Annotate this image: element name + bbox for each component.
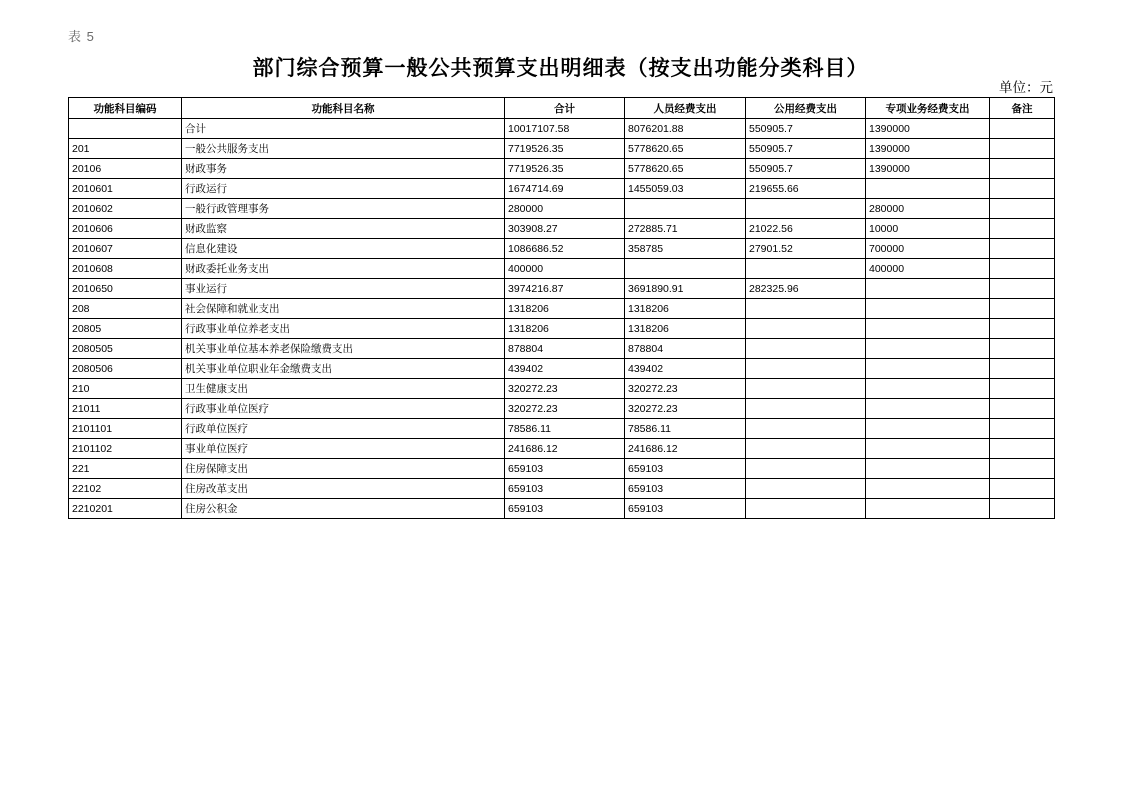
cell-code: 201 xyxy=(69,139,182,159)
cell-remark xyxy=(990,499,1055,519)
cell-total: 439402 xyxy=(505,359,625,379)
cell-code: 20805 xyxy=(69,319,182,339)
cell-special: 1390000 xyxy=(866,139,990,159)
cell-name: 社会保障和就业支出 xyxy=(182,299,505,319)
cell-code: 2101101 xyxy=(69,419,182,439)
cell-personnel: 659103 xyxy=(625,479,746,499)
sheet-label: 表 5 xyxy=(68,29,95,44)
cell-special: 1390000 xyxy=(866,159,990,179)
cell-remark xyxy=(990,359,1055,379)
cell-public xyxy=(746,299,866,319)
cell-code xyxy=(69,119,182,139)
cell-remark xyxy=(990,199,1055,219)
cell-total: 241686.12 xyxy=(505,439,625,459)
page-title: 部门综合预算一般公共预算支出明细表（按支出功能分类科目） xyxy=(252,56,869,80)
cell-name: 行政事业单位医疗 xyxy=(182,399,505,419)
cell-public xyxy=(746,339,866,359)
cell-personnel: 320272.23 xyxy=(625,379,746,399)
cell-code: 2010606 xyxy=(69,219,182,239)
header-special: 专项业务经费支出 xyxy=(866,98,990,119)
cell-special xyxy=(866,279,990,299)
cell-total: 78586.11 xyxy=(505,419,625,439)
table-row xyxy=(69,399,1055,419)
table-row xyxy=(69,139,1055,159)
cell-name: 合计 xyxy=(182,119,505,139)
cell-remark xyxy=(990,419,1055,439)
cell-remark xyxy=(990,179,1055,199)
cell-public: 550905.7 xyxy=(746,159,866,179)
cell-name: 事业单位医疗 xyxy=(182,439,505,459)
cell-total: 3974216.87 xyxy=(505,279,625,299)
cell-total: 303908.27 xyxy=(505,219,625,239)
cell-personnel: 320272.23 xyxy=(625,399,746,419)
table-row xyxy=(69,159,1055,179)
cell-public xyxy=(746,459,866,479)
cell-special: 280000 xyxy=(866,199,990,219)
cell-name: 财政事务 xyxy=(182,159,505,179)
cell-special xyxy=(866,439,990,459)
cell-special: 400000 xyxy=(866,259,990,279)
cell-remark xyxy=(990,319,1055,339)
table-header-row xyxy=(69,98,1055,119)
cell-public: 550905.7 xyxy=(746,139,866,159)
cell-name: 行政事业单位养老支出 xyxy=(182,319,505,339)
cell-public: 550905.7 xyxy=(746,119,866,139)
cell-remark xyxy=(990,479,1055,499)
cell-special xyxy=(866,479,990,499)
cell-special xyxy=(866,359,990,379)
cell-total: 320272.23 xyxy=(505,379,625,399)
cell-public: 282325.96 xyxy=(746,279,866,299)
cell-name: 财政委托业务支出 xyxy=(182,259,505,279)
cell-personnel: 78586.11 xyxy=(625,419,746,439)
cell-remark xyxy=(990,379,1055,399)
header-total: 合计 xyxy=(505,98,625,119)
budget-table xyxy=(68,97,1055,519)
cell-name: 卫生健康支出 xyxy=(182,379,505,399)
cell-code: 21011 xyxy=(69,399,182,419)
cell-name: 机关事业单位职业年金缴费支出 xyxy=(182,359,505,379)
table-row xyxy=(69,179,1055,199)
cell-remark xyxy=(990,219,1055,239)
header-public: 公用经费支出 xyxy=(746,98,866,119)
cell-total: 1318206 xyxy=(505,319,625,339)
table-row xyxy=(69,359,1055,379)
table-row xyxy=(69,319,1055,339)
cell-remark xyxy=(990,259,1055,279)
cell-personnel: 1455059.03 xyxy=(625,179,746,199)
cell-remark xyxy=(990,459,1055,479)
cell-public xyxy=(746,419,866,439)
table-row xyxy=(69,119,1055,139)
cell-special xyxy=(866,399,990,419)
cell-personnel: 659103 xyxy=(625,499,746,519)
cell-public: 21022.56 xyxy=(746,219,866,239)
cell-code: 208 xyxy=(69,299,182,319)
cell-remark xyxy=(990,119,1055,139)
cell-code: 2010602 xyxy=(69,199,182,219)
table-body xyxy=(69,119,1055,519)
cell-public xyxy=(746,399,866,419)
cell-remark xyxy=(990,299,1055,319)
table-row xyxy=(69,439,1055,459)
cell-public xyxy=(746,439,866,459)
cell-personnel: 1318206 xyxy=(625,299,746,319)
cell-special xyxy=(866,379,990,399)
cell-total: 1086686.52 xyxy=(505,239,625,259)
cell-name: 住房改革支出 xyxy=(182,479,505,499)
cell-personnel: 878804 xyxy=(625,339,746,359)
cell-name: 行政单位医疗 xyxy=(182,419,505,439)
cell-total: 659103 xyxy=(505,499,625,519)
cell-name: 机关事业单位基本养老保险缴费支出 xyxy=(182,339,505,359)
table-row xyxy=(69,379,1055,399)
cell-remark xyxy=(990,279,1055,299)
cell-remark xyxy=(990,439,1055,459)
cell-personnel: 5778620.65 xyxy=(625,139,746,159)
cell-remark xyxy=(990,339,1055,359)
table-row xyxy=(69,259,1055,279)
cell-remark xyxy=(990,139,1055,159)
cell-name: 一般公共服务支出 xyxy=(182,139,505,159)
cell-code: 2010601 xyxy=(69,179,182,199)
cell-public xyxy=(746,499,866,519)
table-row xyxy=(69,459,1055,479)
cell-code: 22102 xyxy=(69,479,182,499)
cell-name: 一般行政管理事务 xyxy=(182,199,505,219)
cell-name: 行政运行 xyxy=(182,179,505,199)
cell-personnel: 241686.12 xyxy=(625,439,746,459)
header-code: 功能科目编码 xyxy=(69,98,182,119)
cell-total: 10017107.58 xyxy=(505,119,625,139)
cell-code: 2080505 xyxy=(69,339,182,359)
cell-name: 住房公积金 xyxy=(182,499,505,519)
cell-total: 400000 xyxy=(505,259,625,279)
table-row xyxy=(69,239,1055,259)
cell-code: 2210201 xyxy=(69,499,182,519)
table-row xyxy=(69,199,1055,219)
cell-public xyxy=(746,479,866,499)
cell-special xyxy=(866,499,990,519)
cell-code: 2080506 xyxy=(69,359,182,379)
cell-personnel: 659103 xyxy=(625,459,746,479)
cell-public xyxy=(746,259,866,279)
cell-special: 1390000 xyxy=(866,119,990,139)
cell-personnel: 272885.71 xyxy=(625,219,746,239)
cell-special xyxy=(866,179,990,199)
table-row xyxy=(69,279,1055,299)
header-name: 功能科目名称 xyxy=(182,98,505,119)
header-personnel: 人员经费支出 xyxy=(625,98,746,119)
table-row xyxy=(69,479,1055,499)
cell-personnel: 1318206 xyxy=(625,319,746,339)
cell-total: 1318206 xyxy=(505,299,625,319)
cell-special xyxy=(866,339,990,359)
table-row xyxy=(69,219,1055,239)
table-row xyxy=(69,499,1055,519)
cell-code: 2010607 xyxy=(69,239,182,259)
cell-special xyxy=(866,419,990,439)
cell-name: 事业运行 xyxy=(182,279,505,299)
cell-public: 219655.66 xyxy=(746,179,866,199)
cell-personnel: 358785 xyxy=(625,239,746,259)
cell-code: 221 xyxy=(69,459,182,479)
cell-remark xyxy=(990,399,1055,419)
cell-special xyxy=(866,299,990,319)
cell-code: 210 xyxy=(69,379,182,399)
cell-total: 878804 xyxy=(505,339,625,359)
cell-total: 659103 xyxy=(505,479,625,499)
cell-total: 659103 xyxy=(505,459,625,479)
cell-special: 10000 xyxy=(866,219,990,239)
cell-code: 2010650 xyxy=(69,279,182,299)
cell-name: 财政监察 xyxy=(182,219,505,239)
cell-total: 1674714.69 xyxy=(505,179,625,199)
cell-public xyxy=(746,359,866,379)
cell-code: 2101102 xyxy=(69,439,182,459)
table-row xyxy=(69,419,1055,439)
cell-name: 信息化建设 xyxy=(182,239,505,259)
cell-total: 7719526.35 xyxy=(505,139,625,159)
cell-personnel: 8076201.88 xyxy=(625,119,746,139)
cell-public xyxy=(746,319,866,339)
cell-public xyxy=(746,379,866,399)
cell-personnel xyxy=(625,199,746,219)
budget-table-container xyxy=(68,97,1054,519)
cell-special: 700000 xyxy=(866,239,990,259)
cell-remark xyxy=(990,239,1055,259)
cell-special xyxy=(866,459,990,479)
header-remark: 备注 xyxy=(990,98,1055,119)
cell-public xyxy=(746,199,866,219)
cell-name: 住房保障支出 xyxy=(182,459,505,479)
cell-total: 320272.23 xyxy=(505,399,625,419)
cell-public: 27901.52 xyxy=(746,239,866,259)
table-row xyxy=(69,299,1055,319)
cell-remark xyxy=(990,159,1055,179)
cell-personnel: 3691890.91 xyxy=(625,279,746,299)
cell-personnel xyxy=(625,259,746,279)
cell-total: 7719526.35 xyxy=(505,159,625,179)
cell-code: 2010608 xyxy=(69,259,182,279)
cell-total: 280000 xyxy=(505,199,625,219)
unit-label: 单位：元 xyxy=(999,80,1053,95)
cell-personnel: 5778620.65 xyxy=(625,159,746,179)
cell-special xyxy=(866,319,990,339)
cell-code: 20106 xyxy=(69,159,182,179)
cell-personnel: 439402 xyxy=(625,359,746,379)
table-row xyxy=(69,339,1055,359)
